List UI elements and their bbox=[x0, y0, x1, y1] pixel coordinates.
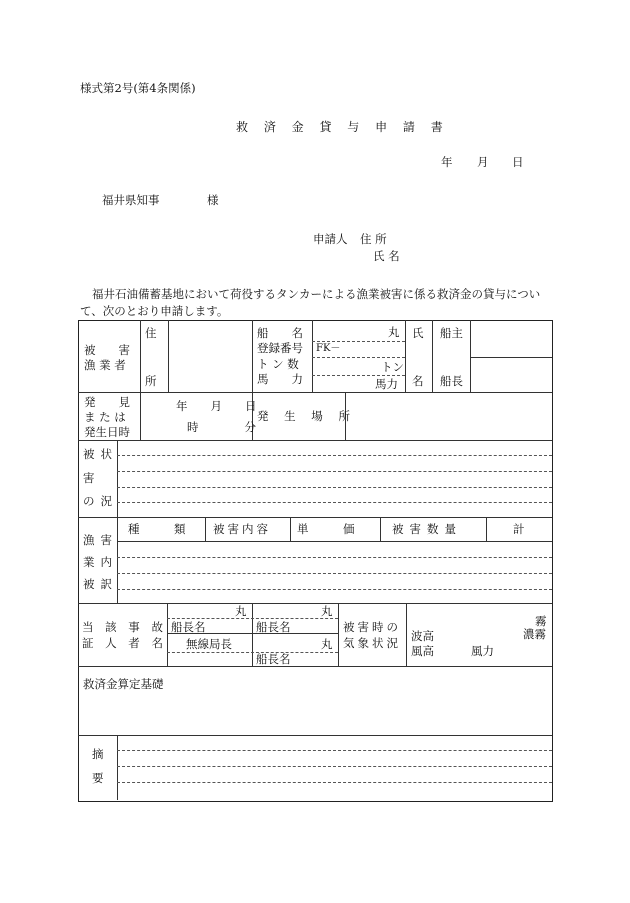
addressee-honorific: 様 bbox=[207, 193, 219, 207]
witness-label-2: 証 人 者 名 bbox=[82, 636, 167, 650]
addressee-name: 福井県知事 bbox=[102, 193, 160, 207]
header-unit-price: 単 価 bbox=[297, 522, 355, 536]
registration-label: 登録番号 bbox=[257, 341, 303, 355]
table-rule bbox=[78, 392, 552, 393]
table-rule bbox=[117, 541, 552, 542]
address-label-bottom: 所 bbox=[145, 374, 157, 388]
form-number: 様式第2号(第4条関係) bbox=[80, 81, 196, 95]
witness2-maru: 丸 bbox=[321, 604, 333, 618]
table-rule bbox=[117, 735, 118, 800]
applicant-label: 申請人 bbox=[313, 232, 348, 246]
table-rule bbox=[312, 357, 405, 358]
header-total: 計 bbox=[513, 522, 525, 536]
maru-suffix: 丸 bbox=[388, 325, 400, 339]
form-title: 救 済 金 貸 与 申 請 書 bbox=[236, 120, 449, 134]
victim-label-2: 漁 業 者 bbox=[84, 358, 126, 372]
table-rule bbox=[167, 652, 338, 653]
witness3-maru: 丸 bbox=[321, 637, 333, 651]
remarks-label-2: 要 bbox=[92, 771, 104, 785]
table-rule bbox=[312, 320, 313, 392]
table-rule bbox=[140, 320, 141, 440]
ton-unit: トン bbox=[381, 360, 404, 374]
victim-label-1: 被 害 bbox=[84, 343, 130, 357]
name-label-top: 氏 bbox=[412, 326, 424, 340]
table-rule bbox=[78, 440, 552, 441]
table-rule bbox=[290, 517, 291, 541]
discovery-time: 時 分 bbox=[187, 420, 256, 434]
applicant-address-label: 住 所 bbox=[360, 232, 387, 246]
header-damage-quantity: 被害数量 bbox=[392, 522, 462, 536]
damage-status-label-2: 害 bbox=[83, 471, 95, 485]
fishery-label-1: 漁害 bbox=[83, 533, 118, 547]
header-type: 種 類 bbox=[128, 522, 186, 536]
table-rule bbox=[406, 603, 407, 666]
witness-label-1: 当 該 事 故 bbox=[82, 620, 167, 634]
fishery-label-3: 被訳 bbox=[83, 577, 118, 591]
damage-status-label-1: 被状 bbox=[83, 447, 118, 461]
intro-text-2: て、次のとおり申請します。 bbox=[80, 304, 229, 318]
witness1-radio: 無線局長 bbox=[186, 637, 232, 651]
table-rule bbox=[312, 375, 405, 376]
relief-basis-label: 救済金算定基礎 bbox=[83, 677, 164, 691]
table-rule bbox=[252, 603, 253, 666]
intro-text-1: 福井石油備蓄基地において荷役するタンカーによる漁業被害に係る救済金の貸与につい bbox=[92, 287, 541, 301]
witness2-captain: 船長名 bbox=[256, 620, 291, 634]
damage-status-field[interactable] bbox=[119, 442, 550, 515]
address-label-top: 住 bbox=[145, 326, 157, 340]
date-month: 月 bbox=[477, 155, 489, 169]
witness3-captain: 船長名 bbox=[256, 652, 291, 666]
table-rule bbox=[338, 603, 339, 666]
table-rule bbox=[205, 517, 206, 541]
table-rule bbox=[486, 517, 487, 541]
fk-prefix: FK－ bbox=[316, 343, 341, 354]
relief-basis-field[interactable] bbox=[80, 695, 550, 733]
table-rule bbox=[432, 320, 433, 392]
remarks-field[interactable] bbox=[119, 737, 550, 798]
place-field[interactable] bbox=[347, 394, 550, 438]
tonnage-label: ト ン 数 bbox=[257, 357, 299, 371]
ship-name-label: 船 名 bbox=[257, 326, 303, 340]
discovery-date: 年 月 日 bbox=[176, 399, 257, 413]
date-year: 年 bbox=[441, 155, 453, 169]
weather-label-2: 気象状況 bbox=[343, 636, 401, 650]
table-rule bbox=[405, 320, 406, 392]
table-rule bbox=[78, 735, 552, 736]
wind-force-label: 風力 bbox=[471, 644, 494, 658]
captain-label: 船長 bbox=[440, 374, 463, 388]
table-rule bbox=[78, 603, 552, 604]
table-rule bbox=[380, 517, 381, 541]
table-rule bbox=[167, 618, 338, 619]
table-rule bbox=[78, 666, 552, 667]
horsepower-label: 馬 力 bbox=[257, 372, 303, 386]
applicant-name-label: 氏 名 bbox=[373, 249, 400, 263]
discovery-label-3: 発生日時 bbox=[84, 425, 130, 439]
wind-height-label: 風高 bbox=[411, 644, 434, 658]
wave-height-label: 波高 bbox=[411, 629, 434, 643]
name-label-bottom: 名 bbox=[412, 374, 424, 388]
table-rule bbox=[117, 573, 552, 574]
table-rule bbox=[78, 517, 552, 518]
damage-status-label-3: の況 bbox=[83, 494, 118, 508]
place-label: 発 生 場 所 bbox=[257, 409, 356, 423]
dense-fog-label: 濃霧 bbox=[523, 627, 546, 641]
table-rule bbox=[167, 603, 168, 666]
fog-label: 霧 bbox=[535, 614, 547, 628]
table-rule bbox=[168, 320, 169, 392]
witness1-captain: 船長名 bbox=[171, 620, 206, 634]
table-rule bbox=[117, 589, 552, 590]
header-damage-content: 被害内容 bbox=[213, 522, 271, 536]
hp-unit: 馬力 bbox=[375, 377, 398, 391]
table-rule bbox=[470, 320, 471, 392]
table-rule bbox=[470, 357, 552, 358]
discovery-label-2: ま た は bbox=[84, 410, 126, 424]
victim-address-field[interactable] bbox=[170, 322, 250, 390]
discovery-label-1: 発 見 bbox=[84, 395, 130, 409]
weather-label-1: 被害時の bbox=[343, 620, 401, 634]
owner-label: 船主 bbox=[440, 326, 463, 340]
witness1-maru: 丸 bbox=[235, 604, 247, 618]
table-rule bbox=[117, 557, 552, 558]
date-day: 日 bbox=[512, 155, 524, 169]
remarks-label-1: 摘 bbox=[92, 747, 104, 761]
fishery-label-2: 業内 bbox=[83, 555, 118, 569]
